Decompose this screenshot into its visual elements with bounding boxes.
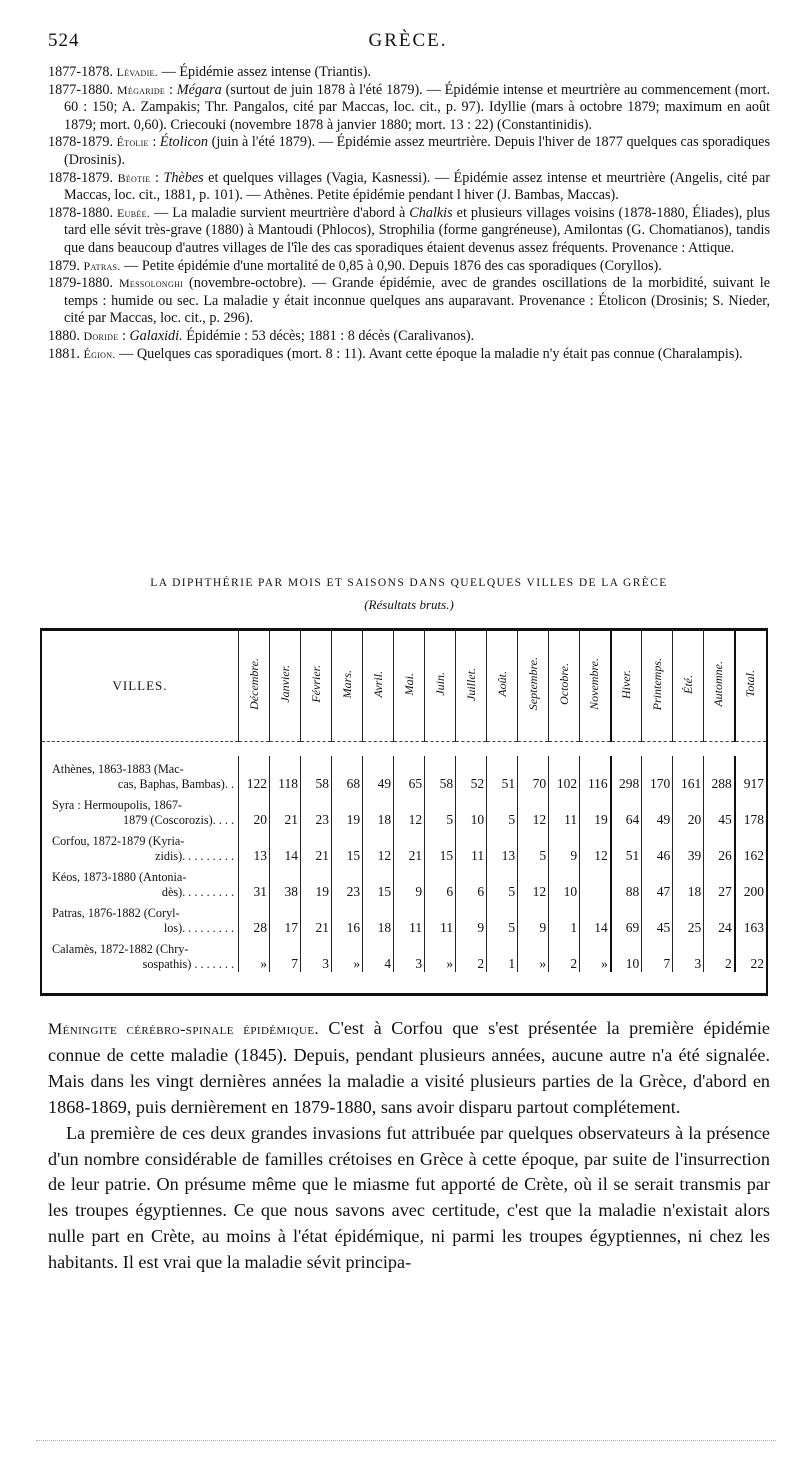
column-header-season: [704, 631, 735, 742]
column-header-month: [580, 631, 611, 742]
entry-text: — Épidémie assez intense (Triantis).: [158, 64, 372, 80]
month-value-cell: 11: [549, 792, 580, 828]
page-header: [48, 30, 768, 56]
city-line: Kéos, 1873-1880 (Antonia-: [52, 870, 187, 884]
entry-region: Messolonghi: [118, 276, 184, 291]
entry-year: 1877-1880.: [48, 81, 114, 98]
chronology-entry: [48, 346, 770, 364]
month-value-cell: 16: [332, 900, 363, 936]
entry-text-cont: et quelques villages (Vagia, Kasnessi). — Épidémie assez intense et meurtrière (Angelis, cité par Maccas, loc. cit., 1881, p. 101). — Athènes. Petite épidémie pendant l hiver (J. Bambas, Maccas).: [64, 169, 770, 204]
month-value-cell: 21: [301, 900, 332, 936]
table-header-row: [42, 631, 766, 742]
city-line: Calamès, 1872-1882 (Chry-: [52, 942, 189, 956]
column-header-month: [332, 631, 363, 742]
entry-text-cont: et plusieurs villages voisins (1878-1880, Éliades), plus tard elle sévit très-grave (1880) à Mantoudi (Phlocos), Strophilia (forme gangréneuse), Amilontas (G. Chomatianos), tandis que dans beaucoup d'autres villages de l'île des cas sporadiques étaient devenus assez fréquents. Provenance : Attique.: [64, 204, 770, 256]
entry-text: — Petite épidémie d'une mortalité de 0,85 à 0,90. Depuis 1876 des cas sporadiques (Coryllos).: [120, 257, 662, 274]
column-header-month: [301, 631, 332, 742]
column-header-label: Septembre.: [525, 657, 540, 711]
entry-region: Patras.: [83, 258, 121, 273]
month-value-cell: 58: [425, 756, 456, 792]
column-header-label: Total.: [743, 670, 758, 698]
month-value-cell: 15: [363, 864, 394, 900]
table-row: [42, 864, 766, 900]
month-value-cell: 58: [301, 756, 332, 792]
month-value-cell: 2: [456, 936, 487, 972]
entry-place: Thèbes: [163, 169, 204, 186]
month-value-cell: 15: [332, 828, 363, 864]
entry-year: 1878-1879.: [48, 169, 114, 186]
season-value-cell: 26: [704, 828, 735, 864]
month-value-cell: »: [332, 936, 363, 972]
month-value-cell: 11: [394, 900, 425, 936]
month-value-cell: »: [580, 936, 611, 972]
month-value-cell: 2: [549, 936, 580, 972]
month-value-cell: 5: [487, 792, 518, 828]
month-value-cell: 21: [394, 828, 425, 864]
month-value-cell: »: [239, 936, 270, 972]
entry-text: — Quelques cas sporadiques (mort. 8 : 11). Avant cette époque la maladie n'y était pas connue (Charalampis).: [115, 345, 743, 362]
month-value-cell: 38: [270, 864, 301, 900]
table-row: [42, 792, 766, 828]
city-line: Corfou, 1872-1879 (Kyria-: [52, 834, 185, 848]
season-value-cell: 46: [642, 828, 673, 864]
entry-year: 1878-1879.: [48, 134, 114, 151]
entry-text: — La maladie survient meurtrière d'abord à: [150, 204, 410, 221]
month-value-cell: 51: [487, 756, 518, 792]
column-header-label: Mars.: [339, 669, 354, 699]
entry-text: :: [150, 169, 164, 186]
month-value-cell: 14: [580, 900, 611, 936]
column-header-label: Juin.: [432, 672, 447, 696]
chronology-entry: [48, 134, 770, 169]
month-value-cell: [580, 864, 611, 900]
season-value-cell: 18: [673, 864, 704, 900]
month-value-cell: 11: [456, 828, 487, 864]
spacer-cell: [42, 742, 766, 757]
month-value-cell: 12: [518, 864, 549, 900]
chronology-entry: [48, 328, 770, 346]
column-header-label: Juillet.: [463, 667, 478, 701]
chronology-entry: [48, 275, 770, 328]
column-header-month: [425, 631, 456, 742]
month-value-cell: 19: [580, 792, 611, 828]
month-value-cell: 5: [425, 792, 456, 828]
month-value-cell: 5: [518, 828, 549, 864]
month-value-cell: 5: [487, 864, 518, 900]
season-value-cell: 3: [673, 936, 704, 972]
month-value-cell: 9: [518, 900, 549, 936]
city-line: cas, Baphas, Bambas). .: [117, 777, 234, 791]
month-value-cell: 9: [549, 828, 580, 864]
month-value-cell: 9: [456, 900, 487, 936]
total-value-cell: 162: [735, 828, 766, 864]
entry-region: Égion.: [83, 346, 116, 361]
city-line: Syra : Hermoupolis, 1867-: [52, 798, 182, 812]
season-value-cell: 288: [704, 756, 735, 792]
column-header-season: [611, 631, 642, 742]
month-value-cell: 31: [239, 864, 270, 900]
column-header-label: Janvier.: [277, 665, 292, 703]
season-value-cell: 161: [673, 756, 704, 792]
entry-year: 1877-1878.: [48, 64, 114, 80]
chronology-entries: [48, 64, 770, 363]
month-value-cell: 116: [580, 756, 611, 792]
entry-text-cont: (surtout de juin 1878 à l'été 1879). — Épidémie intense et meurtrière au commencement (mort. 60 : 150; A. Zampakis; Thr. Pangalos, cité par Maccas, loc. cit., p. 97). Idyllie (mars à octobre 1879; maximum en août 1879; mort. 0,60). Criecouki (novembre 1878 à janvier 1880; mort. 13 : 22) (Constantinidis).: [64, 81, 771, 133]
month-value-cell: 65: [394, 756, 425, 792]
entry-year: 1880.: [48, 327, 80, 344]
month-value-cell: 3: [394, 936, 425, 972]
month-value-cell: »: [518, 936, 549, 972]
city-cell: [42, 936, 239, 972]
page-number: 524: [48, 30, 80, 51]
city-cell: [42, 792, 239, 828]
month-value-cell: 52: [456, 756, 487, 792]
month-value-cell: 5: [487, 900, 518, 936]
month-value-cell: 14: [270, 828, 301, 864]
paragraph-2: La première de ces deux grandes invasions fut attribuée par quelques observateurs à la présence d'un nombre considérable de familles crétoises en Grèce à cette époque, par suite de l'insurrection de leur patrie. On présume même que le miasme fut apporté de Crète, où il se serait transmis par les troupes égyptiennes. Ce que nous savons avec certitude, c'est que la maladie n'existait alors nulle part en Crète, au moins à l'état épidémique, ni parmi les troupes égyptiennes, ni chez les habitants. Il est vrai que la maladie sévit principa-: [48, 1122, 770, 1273]
paragraph-1-text: C'est à Corfou que s'est présentée la première épidémie connue de cette maladie (1845). Depuis, pendant plusieurs années, aucune autre n'a été signalée. Mais dans les vingt dernières années la maladie a visité plusieurs parties de la Grèce, d'abord en 1868-1869, puis dernièrement en 1879-1880, sans avoir disparu partout complétement.: [48, 1018, 770, 1117]
chronology-entry: [48, 205, 770, 258]
section-lead: Méningite cérébro-spinale épidémique.: [48, 1021, 319, 1038]
entry-year: 1881.: [48, 345, 80, 362]
column-header-season: [642, 631, 673, 742]
month-value-cell: 21: [301, 828, 332, 864]
season-value-cell: 2: [704, 936, 735, 972]
total-value-cell: 200: [735, 864, 766, 900]
column-header-label: Novembre.: [587, 658, 602, 710]
diphtheria-stats-table: [42, 631, 766, 972]
column-header-month: [270, 631, 301, 742]
city-line: Patras, 1876-1882 (Coryl-: [52, 906, 180, 920]
month-value-cell: 10: [549, 864, 580, 900]
month-value-cell: 28: [239, 900, 270, 936]
entry-text: :: [118, 327, 130, 344]
entry-region: Eubée.: [117, 205, 151, 220]
diphtheria-table: [40, 628, 768, 996]
table-title: LA DIPHTHÉRIE PAR MOIS ET SAISONS DANS QUELQUES VILLES DE LA GRÈCE: [150, 577, 668, 589]
season-value-cell: 170: [642, 756, 673, 792]
month-value-cell: 11: [425, 900, 456, 936]
month-value-cell: 10: [456, 792, 487, 828]
month-value-cell: 21: [270, 792, 301, 828]
column-header-label: Été.: [680, 674, 695, 694]
column-header-label: Hiver.: [618, 669, 633, 699]
column-header-label: Août.: [494, 671, 509, 697]
month-value-cell: 49: [363, 756, 394, 792]
entry-place: Galaxidi.: [129, 327, 183, 344]
city-line: zidis). . . . . . . . .: [155, 849, 234, 863]
running-title: GRÈCE.: [368, 30, 448, 51]
month-value-cell: 4: [363, 936, 394, 972]
city-cell: [42, 828, 239, 864]
season-value-cell: 69: [611, 900, 642, 936]
season-value-cell: 24: [704, 900, 735, 936]
entry-year: 1878-1880.: [48, 204, 114, 221]
body-text: [48, 1016, 770, 1276]
entry-region: Étolie: [116, 135, 149, 150]
chronology-entry: [48, 170, 770, 205]
column-header-label: Octobre.: [556, 663, 571, 705]
entry-region: Doride: [83, 328, 119, 343]
month-value-cell: 6: [425, 864, 456, 900]
column-header-month: [456, 631, 487, 742]
month-value-cell: 70: [518, 756, 549, 792]
total-value-cell: 163: [735, 900, 766, 936]
season-value-cell: 45: [704, 792, 735, 828]
table-body: [42, 742, 766, 973]
season-value-cell: 64: [611, 792, 642, 828]
season-value-cell: 27: [704, 864, 735, 900]
season-value-cell: 45: [642, 900, 673, 936]
table-row: [42, 936, 766, 972]
city-line: los). . . . . . . . .: [163, 921, 234, 935]
table-row: [42, 900, 766, 936]
season-value-cell: 10: [611, 936, 642, 972]
month-value-cell: 20: [239, 792, 270, 828]
column-header-label: Avril.: [370, 670, 385, 698]
column-header-label: Février.: [308, 665, 323, 703]
paragraph-meningitis: [48, 1016, 770, 1121]
chronology-entry: [48, 82, 770, 135]
total-value-cell: 178: [735, 792, 766, 828]
season-value-cell: 51: [611, 828, 642, 864]
table-row: [42, 828, 766, 864]
month-value-cell: 1: [549, 900, 580, 936]
table-row: [42, 756, 766, 792]
footer-rule: [36, 1440, 776, 1443]
month-value-cell: 9: [394, 864, 425, 900]
table-spacer-row: [42, 742, 766, 757]
month-value-cell: 12: [580, 828, 611, 864]
season-value-cell: 39: [673, 828, 704, 864]
month-value-cell: 13: [487, 828, 518, 864]
season-value-cell: 88: [611, 864, 642, 900]
column-header-season: [673, 631, 704, 742]
season-value-cell: 49: [642, 792, 673, 828]
month-value-cell: 3: [301, 936, 332, 972]
city-line: Athènes, 1863-1883 (Mac-: [52, 762, 184, 776]
entry-place: Mégara: [176, 81, 222, 98]
column-header-month: [363, 631, 394, 742]
month-value-cell: 23: [301, 792, 332, 828]
month-value-cell: 1: [487, 936, 518, 972]
entry-region: Lévadie.: [116, 65, 159, 79]
column-header-month: [518, 631, 549, 742]
entry-place: Étolicon: [159, 134, 208, 151]
month-value-cell: 15: [425, 828, 456, 864]
season-value-cell: 47: [642, 864, 673, 900]
month-value-cell: 68: [332, 756, 363, 792]
month-value-cell: 19: [301, 864, 332, 900]
city-line: dès). . . . . . . . .: [161, 885, 234, 899]
month-value-cell: 12: [518, 792, 549, 828]
season-value-cell: 20: [673, 792, 704, 828]
month-value-cell: »: [425, 936, 456, 972]
chronology-entry: [48, 64, 770, 82]
city-cell: [42, 900, 239, 936]
column-header-month: [239, 631, 270, 742]
entry-region: Béotie: [117, 170, 151, 185]
city-line: sospathis) . . . . . . .: [142, 957, 234, 971]
entry-text: :: [148, 134, 160, 151]
entry-text: (novembre-octobre). — Grande épidémie, avec de grandes oscillations de la morbidité, suivant le temps : humide ou sec. La maladie y était inconnue quelques ans auparavant. Provenance : Étolicon (Drosinis; S. Nieder, cité par Maccas, loc. cit., p. 296).: [64, 275, 770, 327]
month-value-cell: 122: [239, 756, 270, 792]
season-value-cell: 298: [611, 756, 642, 792]
entry-place: Chalkis: [409, 204, 453, 221]
month-value-cell: 102: [549, 756, 580, 792]
city-cell: [42, 756, 239, 792]
city-line: 1879 (Coscorozis). . . .: [122, 813, 234, 827]
month-value-cell: 118: [270, 756, 301, 792]
month-value-cell: 23: [332, 864, 363, 900]
chronology-entry: [48, 258, 770, 276]
season-value-cell: 25: [673, 900, 704, 936]
total-value-cell: 22: [735, 936, 766, 972]
column-header-month: [394, 631, 425, 742]
column-header-month: [549, 631, 580, 742]
month-value-cell: 12: [363, 828, 394, 864]
month-value-cell: 6: [456, 864, 487, 900]
column-header-cities: VILLES.: [42, 631, 239, 742]
entry-year: 1879-1880.: [48, 275, 114, 292]
month-value-cell: 12: [394, 792, 425, 828]
month-value-cell: 19: [332, 792, 363, 828]
month-value-cell: 18: [363, 792, 394, 828]
entry-region: Mégaride: [116, 82, 166, 97]
month-value-cell: 13: [239, 828, 270, 864]
entry-year: 1879.: [48, 257, 80, 274]
month-value-cell: 18: [363, 900, 394, 936]
city-cell: [42, 864, 239, 900]
column-header-label: Mai.: [401, 672, 416, 696]
column-header-label: Printemps.: [649, 657, 664, 711]
entry-text-cont: (juin à l'été 1879). — Épidémie assez meurtrière. Depuis l'hiver de 1877 quelques cas sporadiques (Drosinis).: [64, 134, 770, 168]
column-header-month: [487, 631, 518, 742]
column-header-label: Automne.: [711, 661, 726, 707]
total-value-cell: 917: [735, 756, 766, 792]
entry-text: :: [165, 81, 177, 98]
month-value-cell: 7: [270, 936, 301, 972]
season-value-cell: 7: [642, 936, 673, 972]
month-value-cell: 17: [270, 900, 301, 936]
column-header-total: [735, 631, 766, 742]
column-header-label: Décembre.: [246, 658, 261, 710]
table-subtitle: (Résultats bruts.): [364, 597, 454, 612]
entry-text-cont: Épidémie : 53 décès; 1881 : 8 décès (Caralivanos).: [182, 327, 475, 344]
